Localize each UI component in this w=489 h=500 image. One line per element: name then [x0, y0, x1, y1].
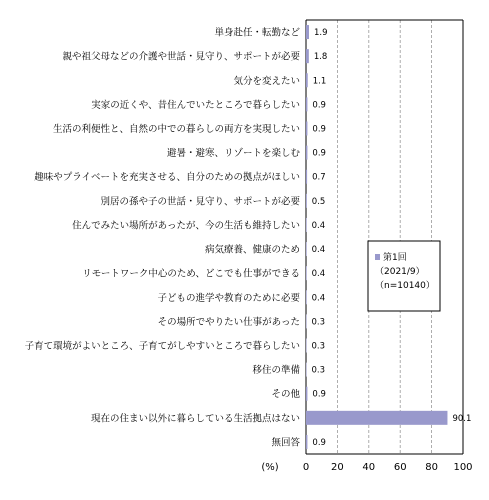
- category-label: 住んでみたい場所があったが、今の生活も維持したい: [72, 220, 300, 232]
- value-label: 0.3: [311, 341, 326, 352]
- bar: [306, 97, 307, 111]
- bar: [306, 146, 307, 160]
- category-label: 避暑・避寒、リゾートを楽しむ: [166, 148, 300, 160]
- value-label: 0.3: [311, 365, 326, 376]
- value-label: 1.1: [312, 76, 327, 87]
- bar: [306, 194, 307, 208]
- value-label: 0.9: [312, 100, 326, 111]
- value-label: 0.7: [312, 172, 326, 183]
- value-label: 0.4: [311, 293, 326, 304]
- bar: [306, 266, 307, 280]
- category-label: リモートワーク中心のため、どこでも仕事ができる: [82, 268, 300, 280]
- value-label: 0.9: [312, 389, 326, 400]
- value-label: 0.4: [311, 245, 326, 256]
- bar: [306, 73, 308, 87]
- bar: [306, 49, 309, 63]
- category-label: 生活の利便性と、自然の中での暮らしの両方を実現したい: [52, 124, 300, 135]
- category-label: 子育て環境がよいところ、子育てがしやすいところで暮らしたい: [24, 341, 300, 352]
- bar: [306, 290, 307, 304]
- category-label: 別居の孫や子の世話・見守り、サポートが必要: [100, 196, 300, 208]
- category-label: 病気療養、健康のため: [204, 244, 300, 256]
- legend-text: （n=10140）: [375, 281, 435, 291]
- value-label: 0.9: [312, 437, 326, 448]
- bar: [306, 218, 307, 232]
- x-tick-label: 20: [331, 462, 344, 473]
- value-label: 0.3: [311, 317, 326, 328]
- x-tick-label: 80: [425, 462, 438, 473]
- category-label: 現在の住まい以外に暮らしている生活拠点はない: [90, 413, 300, 425]
- category-label: 移住の準備: [252, 365, 300, 377]
- value-label: 1.9: [313, 28, 328, 39]
- value-label: 0.5: [311, 196, 326, 207]
- x-tick-label: 100: [453, 462, 473, 473]
- value-label: 0.9: [312, 148, 326, 159]
- value-label: 0.4: [311, 220, 326, 231]
- value-label: 90.1: [452, 413, 472, 424]
- legend-swatch: [375, 254, 380, 260]
- legend-text: （2021/9）: [375, 267, 425, 277]
- category-label: その他: [271, 389, 300, 401]
- category-label: 実家の近くや、昔住んでいたところで暮らしたい: [91, 99, 300, 111]
- category-label: 親や祖父母などの介護や世話・見守り、サポートが必要: [62, 51, 300, 63]
- bar: [306, 170, 307, 184]
- bar: [306, 411, 447, 425]
- bar: [306, 122, 307, 136]
- category-label: 子どもの進学や教育のために必要: [157, 292, 300, 304]
- value-label: 0.4: [311, 269, 326, 280]
- bar: [306, 242, 307, 256]
- x-tick-label: 40: [362, 462, 376, 473]
- bar: [306, 25, 309, 39]
- x-unit-label: (%): [261, 462, 279, 473]
- value-label: 0.9: [312, 124, 326, 135]
- bar: [306, 435, 307, 449]
- category-label: 無回答: [271, 437, 300, 449]
- legend-text: 第1回: [383, 253, 407, 263]
- category-label: 気分を変えたい: [233, 75, 300, 87]
- x-tick-label: 60: [393, 462, 407, 473]
- category-label: その場所でやりたい仕事があった: [157, 316, 300, 328]
- x-tick-label: 0: [302, 462, 310, 473]
- value-label: 1.8: [313, 52, 328, 63]
- bar: [306, 387, 307, 401]
- category-label: 趣味やプライベートを充実させる、自分のための拠点がほしい: [34, 172, 300, 184]
- category-label: 単身赴任・転勤など: [214, 27, 300, 39]
